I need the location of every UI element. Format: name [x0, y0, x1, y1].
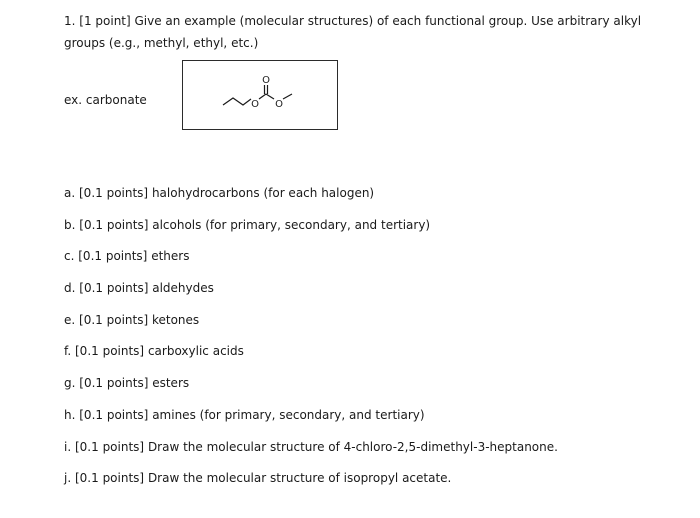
part-text: amines (for primary, secondary, and tertiary) [152, 407, 425, 422]
question-header [64, 10, 664, 54]
carbonyl-oxygen-label: O [262, 75, 270, 86]
part-points: [0.1 points] [79, 281, 149, 296]
part-letter: d. [64, 281, 76, 296]
part-letter: h. [64, 407, 76, 422]
part-text: aldehydes [152, 281, 214, 296]
part-g [64, 376, 558, 408]
question-parts-list [64, 186, 558, 503]
part-text: esters [152, 376, 190, 391]
ester-oxygen-right-label: O [275, 99, 283, 110]
part-text: alcohols (for primary, secondary, and tertiary) [152, 217, 431, 232]
part-points: [0.1 points] [79, 407, 149, 422]
part-text: Draw the molecular structure of 4-chloro-2,5-dimethyl-3-heptanone. [147, 439, 558, 454]
part-c [64, 249, 558, 281]
part-text: halohydrocarbons (for each halogen) [151, 186, 375, 200]
part-letter: b. [64, 217, 76, 232]
ester-oxygen-left-label: O [251, 99, 259, 110]
part-letter: g. [64, 376, 76, 391]
part-f [64, 344, 558, 376]
ethyl-methyl-carbonate-structure [183, 61, 337, 129]
part-j [64, 471, 558, 503]
part-letter: j. [64, 471, 72, 486]
part-letter: e. [64, 312, 76, 327]
part-points: [0.1 points] [75, 344, 145, 359]
part-b [64, 218, 558, 250]
part-i [64, 440, 558, 472]
ester-o-to-methyl-bond [283, 94, 292, 99]
part-points: [0.1 points] [79, 312, 149, 327]
part-e [64, 313, 558, 345]
part-letter: c. [64, 249, 75, 264]
part-h [64, 408, 558, 440]
part-points: [0.1 points] [78, 249, 148, 264]
part-points: [0.1 points] [79, 217, 149, 232]
example-label [64, 93, 147, 107]
part-text: Draw the molecular structure of isopropyl acetate. [147, 471, 452, 486]
part-text: ketones [151, 312, 200, 327]
part-letter: f. [64, 344, 72, 359]
ester-o-to-carbonyl-carbon-bond [259, 94, 266, 99]
part-points: [0.1 points] [79, 376, 149, 391]
part-points: [0.1 points] [74, 471, 145, 486]
part-d [64, 281, 558, 313]
part-a [64, 186, 558, 218]
carbonate-structure-box [182, 60, 338, 130]
question-text: 1. [1 point] Give an example (molecular structures) of each functional group. Use arbitrary alkyl groups (e.g., methyl, ethyl, etc.) [64, 14, 642, 50]
part-text: carboxylic acids [147, 344, 244, 359]
carbonyl-carbon-to-ester-o-bond [266, 94, 274, 99]
ethyl-group-bonds [223, 98, 251, 105]
part-points: [0.1 points] [74, 439, 145, 454]
part-letter: i. [64, 439, 72, 454]
part-text: ethers [151, 249, 190, 264]
example-label-text: ex. carbonate [64, 93, 147, 107]
part-letter: a. [64, 186, 76, 200]
part-points: [0.1 points] [79, 186, 149, 200]
